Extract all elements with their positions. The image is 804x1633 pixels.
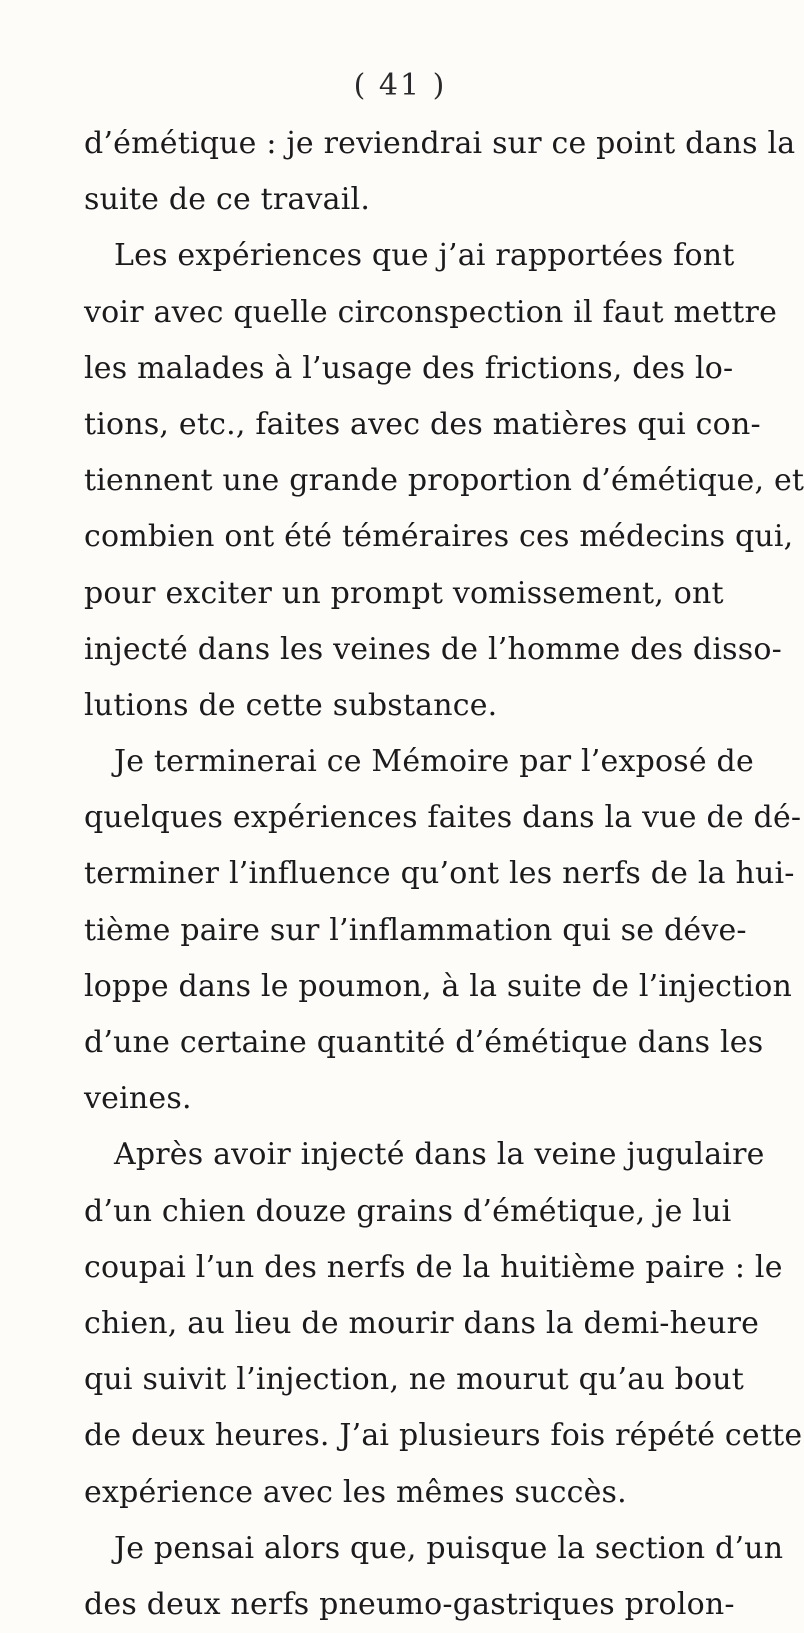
text-line: des deux nerfs pneumo-gastriques prolon- — [84, 1586, 735, 1622]
text-line: tions, etc., faites avec des matières qui con- — [84, 406, 761, 442]
text-line: lutions de cette substance. — [84, 687, 498, 723]
text-line: d’une certaine quantité d’émétique dans les — [84, 1025, 764, 1060]
text-line: tième paire sur l’inflammation qui se déve- — [84, 912, 747, 948]
body-text — [84, 116, 804, 1633]
page-number: ( 41 ) — [353, 68, 447, 103]
text-line: terminer l’influence qu’ont les nerfs de la hui- — [84, 856, 795, 892]
text-line: injecté dans les veines de l’homme des disso- — [84, 631, 782, 667]
text-line: pour exciter un prompt vomissement, ont — [84, 575, 724, 611]
text-line: loppe dans le poumon, à la suite de l’injection — [84, 968, 792, 1004]
text-line: tiennent une grande proportion d’émétique, et — [84, 463, 804, 499]
text-line: expérience avec les mêmes succès. — [84, 1474, 627, 1510]
text-line: qui suivit l’injection, ne mourut qu’au bout — [84, 1362, 745, 1398]
text-line: coupai l’un des nerfs de la huitième paire : le — [84, 1249, 783, 1285]
text-line: les malades à l’usage des frictions, des lo- — [84, 350, 734, 386]
text-line: combien ont été téméraires ces médecins qui, — [84, 519, 794, 555]
text-line: veines. — [84, 1081, 192, 1117]
text-line: d’un chien douze grains d’émétique, je lui — [84, 1193, 732, 1229]
text-line: chien, au lieu de mourir dans la demi-heure — [84, 1305, 760, 1341]
text-line: voir avec quelle circonspection il faut mettre — [84, 294, 778, 330]
text-line: suite de ce travail. — [84, 182, 371, 218]
text-line: Je terminerai ce Mémoire par l’exposé de — [114, 744, 754, 780]
text-line: d’émétique : je reviendrai sur ce point dans la — [84, 126, 796, 161]
text-line: quelques expériences faites dans la vue de dé- — [84, 800, 802, 836]
text-line: Les expériences que j’ai rapportées font — [114, 238, 735, 274]
text-line: Je pensai alors que, puisque la section d’un — [114, 1530, 784, 1566]
text-line: de deux heures. J’ai plusieurs fois répété cette — [84, 1418, 803, 1454]
text-line: Après avoir injecté dans la veine jugulaire — [114, 1137, 765, 1173]
